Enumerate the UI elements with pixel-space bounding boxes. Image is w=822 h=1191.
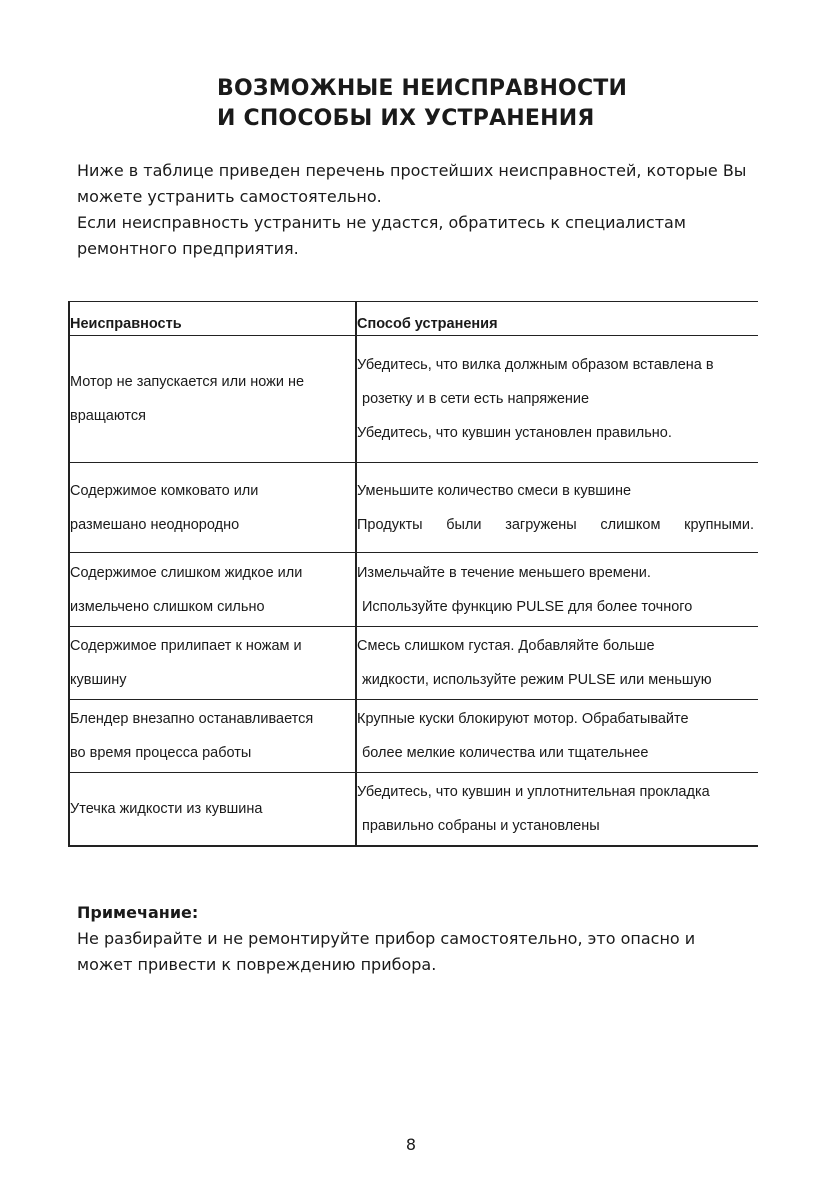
fix-text: более мелкие количества или тщательнее: [362, 745, 649, 761]
note-block: [77, 900, 777, 978]
fix-text: розетку и в сети есть напряжение: [362, 391, 590, 407]
fault-text: кувшину: [70, 672, 127, 688]
fix-text: Убедитесь, что вилка должным образом вставлена в: [357, 357, 714, 373]
intro-p1-line-2: можете устранить самостоятельно.: [77, 187, 382, 206]
fix-text: Измельчайте в течение меньшего времени.: [357, 564, 651, 581]
fix-text: Убедитесь, что кувшин и уплотнительная прокладка: [357, 783, 710, 800]
header-fault: Неисправность: [69, 302, 356, 336]
fault-cell: [69, 700, 356, 773]
troubleshooting-table: [68, 301, 758, 847]
fix-cell: [356, 463, 758, 553]
header-fix: Способ устранения: [356, 302, 758, 336]
fault-text: во время процесса работы: [70, 745, 252, 761]
fault-text: размешано неоднородно: [70, 516, 240, 533]
fault-cell: [69, 463, 356, 553]
intro-paragraph-2: [77, 210, 777, 262]
table-header-row: [69, 302, 758, 336]
fault-text: Утечка жидкости из кувшина: [70, 800, 263, 817]
fix-cell: [356, 336, 758, 463]
table-row: [69, 336, 758, 463]
intro-paragraph-1: [77, 158, 777, 210]
table-row: [69, 553, 758, 627]
fix-text: Убедитесь, что кувшин установлен правильно.: [357, 425, 672, 441]
table-row: [69, 627, 758, 700]
page-title: [217, 74, 737, 134]
fault-text: Блендер внезапно останавливается: [70, 711, 314, 727]
fault-cell: [69, 553, 356, 627]
note-body: [77, 926, 777, 978]
note-heading: Примечание:: [77, 903, 199, 922]
page-title-line-2: И СПОСОБЫ ИХ УСТРАНЕНИЯ: [217, 106, 595, 131]
fault-cell: [69, 773, 356, 846]
fault-text: измельчено слишком сильно: [70, 598, 265, 615]
fix-text: Смесь слишком густая. Добавляйте больше: [357, 638, 655, 654]
fix-text: Крупные куски блокируют мотор. Обрабатывайте: [357, 711, 689, 727]
fix-text: Уменьшите количество смеси в кувшине: [357, 482, 632, 499]
fix-cell: [356, 553, 758, 627]
fix-text: правильно собраны и установлены: [362, 817, 600, 834]
table-row: [69, 463, 758, 553]
page-title-line-1: ВОЗМОЖНЫЕ НЕИСПРАВНОСТИ: [217, 76, 628, 101]
fix-text: жидкости, используйте режим PULSE или меньшую: [362, 672, 712, 688]
note-line-2: может привести к повреждению прибора.: [77, 955, 437, 974]
fault-text: Содержимое слишком жидкое или: [70, 564, 303, 581]
note-line-1: Не разбирайте и не ремонтируйте прибор самостоятельно, это опасно и: [77, 929, 696, 948]
intro-p2-line-2: ремонтного предприятия.: [77, 239, 299, 258]
fault-text: Мотор не запускается или ножи не: [70, 374, 305, 390]
fault-cell: [69, 336, 356, 463]
intro-text: [77, 158, 777, 262]
fix-cell: [356, 773, 758, 846]
table-row: [69, 773, 758, 846]
fault-text: Содержимое прилипает к ножам и: [70, 638, 302, 654]
fault-text: Содержимое комковато или: [70, 482, 259, 499]
intro-p2-line-1: Если неисправность устранить не удастся, обратитесь к специалистам: [77, 213, 686, 232]
fix-cell: [356, 627, 758, 700]
fault-cell: [69, 627, 356, 700]
fix-text: Продукты были загружены слишком крупными.: [357, 516, 754, 533]
fix-cell: [356, 700, 758, 773]
fault-text: вращаются: [70, 408, 146, 424]
table-row: [69, 700, 758, 773]
page-number: 8: [405, 1135, 417, 1154]
intro-p1-line-1: Ниже в таблице приведен перечень простейших неисправностей, которые Вы: [77, 161, 747, 180]
fix-text: Используйте функцию PULSE для более точного: [362, 598, 693, 615]
